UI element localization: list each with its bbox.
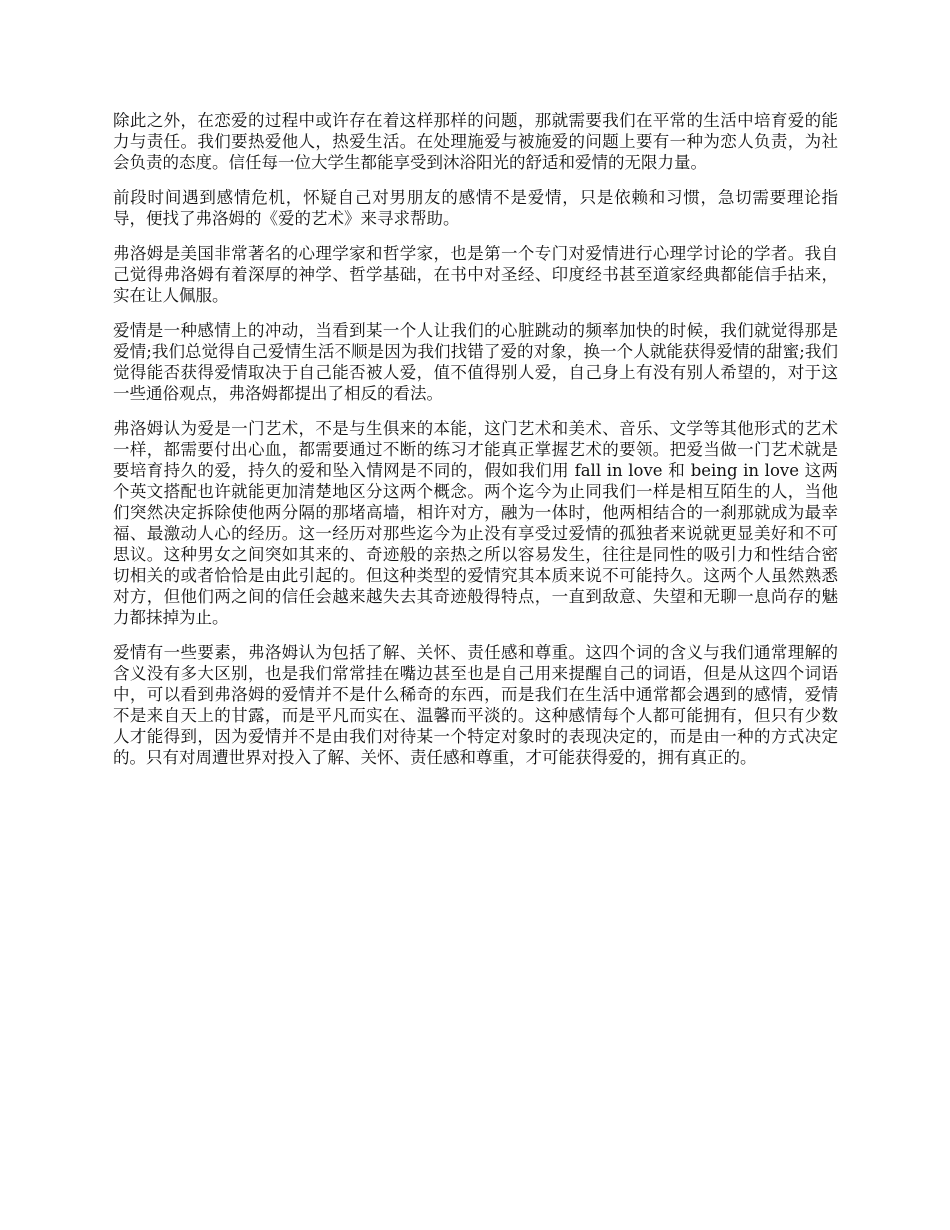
paragraph-5: 弗洛姆认为爱是一门艺术，不是与生俱来的本能，这门艺术和美术、音乐、文学等其他形式的艺术一样，都需要付出心血，都需要通过不断的练习才能真正掌握艺术的要领。把爱当做一门艺术就是要培育持久的爱，持久的爱和坠入情网是不同的，假如我们用 fall in love 和 being in love 这两个英文搭配也许就能更加清楚地区分这两个概念。两个迄今为止同我们一样是相互陌生的人，当他们突然决定拆除使他两分隔的那堵高墙，相许对方，融为一体时，他两相结合的一刹那就成为最幸福、最激动人心的经历。这一经历对那些迄今为止没有享受过爱情的孤独者来说就更显美好和不可思议。这种男女之间突如其来的、奇迹般的亲热之所以容易发生，往往是同性的吸引力和性结合密切相关的或者恰恰是由此引起的。但这种类型的爱情究其本质来说不可能持久。这两个人虽然熟悉对方，但他们两之间的信任会越来越失去其奇迹般得特点，一直到敌意、失望和无聊一息尚存的魅力都抹掉为止。 [113,419,838,627]
paragraph-2: 前段时间遇到感情危机，怀疑自己对男朋友的感情不是爱情，只是依赖和习惯，急切需要理论指导，便找了弗洛姆的《爱的艺术》来寻求帮助。 [113,188,838,228]
paragraph-6: 爱情有一些要素，弗洛姆认为包括了解、关怀、责任感和尊重。这四个词的含义与我们通常理解的含义没有多大区别，也是我们常常挂在嘴边甚至也是自己用来提醒自己的词语，但是从这四个词语中，可以看到弗洛姆的爱情并不是什么稀奇的东西，而是我们在生活中通常都会遇到的感情，爱情不是来自天上的甘露，而是平凡而实在、温馨而平淡的。这种感情每个人都可能拥有，但只有少数人才能得到，因为爱情并不是由我们对待某一个特定对象时的表现决定的，而是由一种的方式决定的。只有对周遭世界对投入了解、关怀、责任感和尊重，才可能获得爱的，拥有真正的。 [113,643,838,767]
paragraph-3: 弗洛姆是美国非常著名的心理学家和哲学家，也是第一个专门对爱情进行心理学讨论的学者。我自己觉得弗洛姆有着深厚的神学、哲学基础，在书中对圣经、印度经书甚至道家经典都能信手拈来，实在让人佩服。 [113,244,838,305]
paragraph-1: 除此之外，在恋爱的过程中或许存在着这样那样的问题，那就需要我们在平常的生活中培育爱的能力与责任。我们要热爱他人，热爱生活。在处理施爱与被施爱的问题上要有一种为恋人负责，为社会负责的态度。信任每一位大学生都能享受到沐浴阳光的舒适和爱情的无限力量。 [113,111,838,172]
paragraph-4: 爱情是一种感情上的冲动，当看到某一个人让我们的心脏跳动的频率加快的时候，我们就觉得那是爱情;我们总觉得自己爱情生活不顺是因为我们找错了爱的对象，换一个人就能获得爱情的甜蜜;我们觉得能否获得爱情取决于自己能否被人爱，值不值得别人爱，自己身上有没有别人希望的，对于这一些通俗观点，弗洛姆都提出了相反的看法。 [113,321,838,403]
